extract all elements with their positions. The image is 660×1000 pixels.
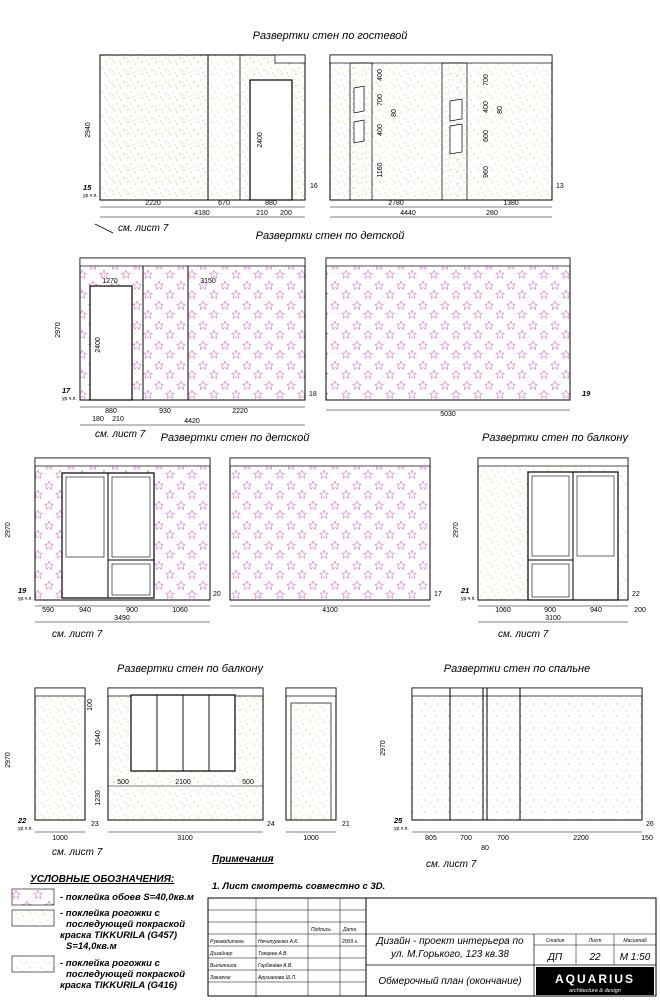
guest-height-dim: 2940	[85, 122, 92, 138]
dim: 700	[460, 835, 472, 842]
dim: 2970	[453, 522, 460, 538]
dim: 900	[544, 607, 556, 614]
dim: 210	[112, 416, 124, 423]
dim: 2400	[95, 337, 102, 353]
guest-elevation-a	[100, 55, 305, 200]
tb-role: Заказчик	[210, 975, 231, 981]
tb-scale: М 1:50	[619, 952, 651, 963]
tb-person: Токарев А.В.	[258, 951, 288, 957]
dim: 1060	[495, 607, 511, 614]
dim: 2970	[5, 752, 12, 768]
dim: 670	[218, 200, 230, 207]
dim: 590	[42, 607, 54, 614]
tb-role: Дизайнер	[210, 951, 233, 957]
see-sheet-reference: см. лист 7	[95, 429, 146, 440]
dim: 400	[377, 69, 384, 81]
dim: 80	[391, 109, 398, 117]
tb-stage: ДП	[547, 952, 563, 963]
dim: 960	[483, 166, 490, 178]
balcony2-elevation	[35, 688, 336, 820]
brand-name: AQUARIUS	[554, 972, 636, 986]
legend-item: краска TIKKURILA (G416)	[60, 980, 178, 991]
see-sheet-reference: см. лист 7	[426, 859, 477, 870]
see-sheet-reference: см. лист 7	[52, 847, 103, 858]
tb-header: Подпись	[311, 927, 331, 933]
wall-number: 19	[18, 586, 27, 595]
tb-header: Дата	[343, 927, 357, 933]
guest-wall-number: 13	[556, 183, 564, 190]
dim: 880	[265, 200, 277, 207]
legend-item: - поклейка рогожки с	[60, 908, 160, 919]
legend-item: S=14,0кв.м	[66, 941, 117, 952]
tb-project: ул. М.Горького, 123 кв.38	[391, 949, 509, 960]
dim: 2100	[175, 779, 191, 786]
dim: 150	[641, 835, 653, 842]
dim: 2970	[380, 740, 387, 756]
dim: 900	[126, 607, 138, 614]
notes-title: Примечания	[212, 854, 274, 865]
dim: 3490	[114, 615, 130, 622]
dim: 600	[483, 130, 490, 142]
dim: 930	[159, 408, 171, 415]
guest-title: Развертки стен по гостевой	[252, 30, 408, 42]
see-sheet-reference: см. лист 7	[118, 223, 169, 234]
dim: 1000	[52, 835, 68, 842]
tb-person: Горбачёва А.В.	[258, 963, 293, 969]
tb-project: Дизайн - проект интерьера по	[376, 936, 524, 947]
tb-sheet-title: Обмерочный план (окончание)	[378, 976, 522, 987]
legend-item: - поклейка рогожки с	[60, 958, 160, 969]
bedroom-elevation	[412, 688, 642, 820]
tb-person: Арушанова Ш.Л.	[258, 975, 297, 981]
balcony1-elevation	[478, 458, 628, 600]
dim: 4440	[400, 210, 416, 217]
level-mark: ур.ч.п.	[18, 826, 33, 832]
dim: 4420	[184, 418, 200, 425]
dim: 4180	[194, 210, 210, 217]
dim: 2780	[388, 200, 404, 207]
dim: 3150	[200, 278, 216, 285]
kids2-elevation-a	[35, 458, 210, 600]
tb-person: Нечипуренко А.К.	[258, 939, 299, 945]
tb-header: Масштаб	[623, 938, 647, 944]
dim: 1000	[303, 835, 319, 842]
dim: 180	[92, 416, 104, 423]
dim: 210	[256, 210, 268, 217]
dim: 940	[79, 607, 91, 614]
dim: 2220	[232, 408, 248, 415]
wall-number: 19	[582, 389, 591, 398]
legend-item: последующей покраской	[66, 969, 186, 980]
see-sheet-reference: см. лист 7	[498, 629, 549, 640]
wall-number: 22	[18, 816, 27, 825]
dim: 805	[425, 835, 437, 842]
wall-number: 17	[434, 591, 442, 598]
wall-number: 17	[62, 386, 71, 395]
dim: 1060	[172, 607, 188, 614]
level-mark: ур.ч.п.	[461, 596, 476, 602]
wall-number: 25	[394, 816, 403, 825]
dim: 80	[497, 106, 504, 114]
guest-elevation-b	[330, 55, 552, 200]
dim: 80	[481, 845, 489, 852]
dim: 500	[117, 779, 129, 786]
kids1-elevation-b	[326, 258, 570, 400]
level-mark: ур.ч.п.	[18, 596, 33, 602]
guest-door-height-dim: 2400	[257, 132, 264, 148]
legend-item: последующей покраской	[66, 919, 186, 930]
dim: 1160	[377, 162, 384, 178]
notes-text: 1. Лист смотреть совместно с 3D.	[212, 881, 386, 892]
dim: 2200	[573, 835, 589, 842]
dim: 2970	[55, 322, 62, 338]
dim: 400	[483, 101, 490, 113]
tb-role: Руководитель	[210, 939, 245, 945]
legend-swatch-g416	[12, 956, 54, 972]
tb-date: 2009 г.	[342, 939, 359, 945]
guest-wall-number: 16	[310, 183, 318, 190]
dim: 3100	[177, 835, 193, 842]
dim: 4100	[322, 607, 338, 614]
wall-number: 23	[91, 821, 99, 828]
dim: 5030	[440, 411, 456, 418]
kids2-title: Развертки стен по детской	[160, 432, 310, 444]
dim: 700	[497, 835, 509, 842]
legend-item: - поклейка обоев S=40,0кв.м	[60, 892, 194, 903]
wall-number: 26	[646, 821, 654, 828]
wall-number: 21	[461, 586, 470, 595]
tb-role: Выполнила	[210, 963, 237, 969]
dim: 500	[242, 779, 254, 786]
bedroom-title: Развертки стен по спальне	[443, 663, 591, 675]
reference-arrow	[95, 224, 113, 233]
kids1-title: Развертки стен по детской	[255, 230, 405, 242]
dim: 1270	[102, 278, 118, 285]
tb-header: Лист	[588, 938, 602, 944]
guest-wall-number: 15	[83, 183, 92, 192]
dim: 700	[483, 74, 490, 86]
tb-sheet-number: 22	[589, 952, 601, 963]
dim: 880	[105, 408, 117, 415]
dim: 2220	[145, 200, 161, 207]
wall-number: 22	[632, 591, 640, 598]
dim: 400	[377, 124, 384, 136]
dim: 700	[377, 94, 384, 106]
legend-swatch-wallpaper	[12, 889, 54, 905]
balcony2-title: Развертки стен по балкону	[117, 663, 263, 675]
level-mark: ур.ч.п.	[83, 193, 98, 199]
see-sheet-reference: см. лист 7	[52, 629, 103, 640]
dim: 1230	[95, 790, 102, 806]
dim: 200	[280, 210, 292, 217]
dim: 3100	[545, 615, 561, 622]
dim: 1380	[503, 200, 519, 207]
legend-item: краска TIKKURILA (G457)	[60, 930, 178, 941]
balcony1-title: Развертки стен по балкону	[482, 432, 628, 444]
wall-number: 18	[309, 391, 317, 398]
kids2-elevation-b	[230, 458, 430, 600]
brand-subtitle: architecture & design	[569, 988, 621, 994]
dim: 200	[634, 607, 646, 614]
dim: 100	[87, 699, 94, 711]
wall-number: 24	[267, 821, 275, 828]
wall-number: 20	[213, 591, 221, 598]
level-mark: ур.ч.п.	[62, 396, 77, 402]
legend-title: УСЛОВНЫЕ ОБОЗНАЧЕНИЯ:	[30, 874, 175, 885]
wall-number: 21	[342, 821, 350, 828]
legend-swatch-g457	[12, 910, 54, 926]
dim: 2970	[5, 522, 12, 538]
tb-header: Стадия	[545, 938, 565, 944]
dim: 280	[486, 210, 498, 217]
dim: 940	[590, 607, 602, 614]
level-mark: ур.ч.п.	[394, 826, 409, 832]
dim: 1640	[95, 730, 102, 746]
